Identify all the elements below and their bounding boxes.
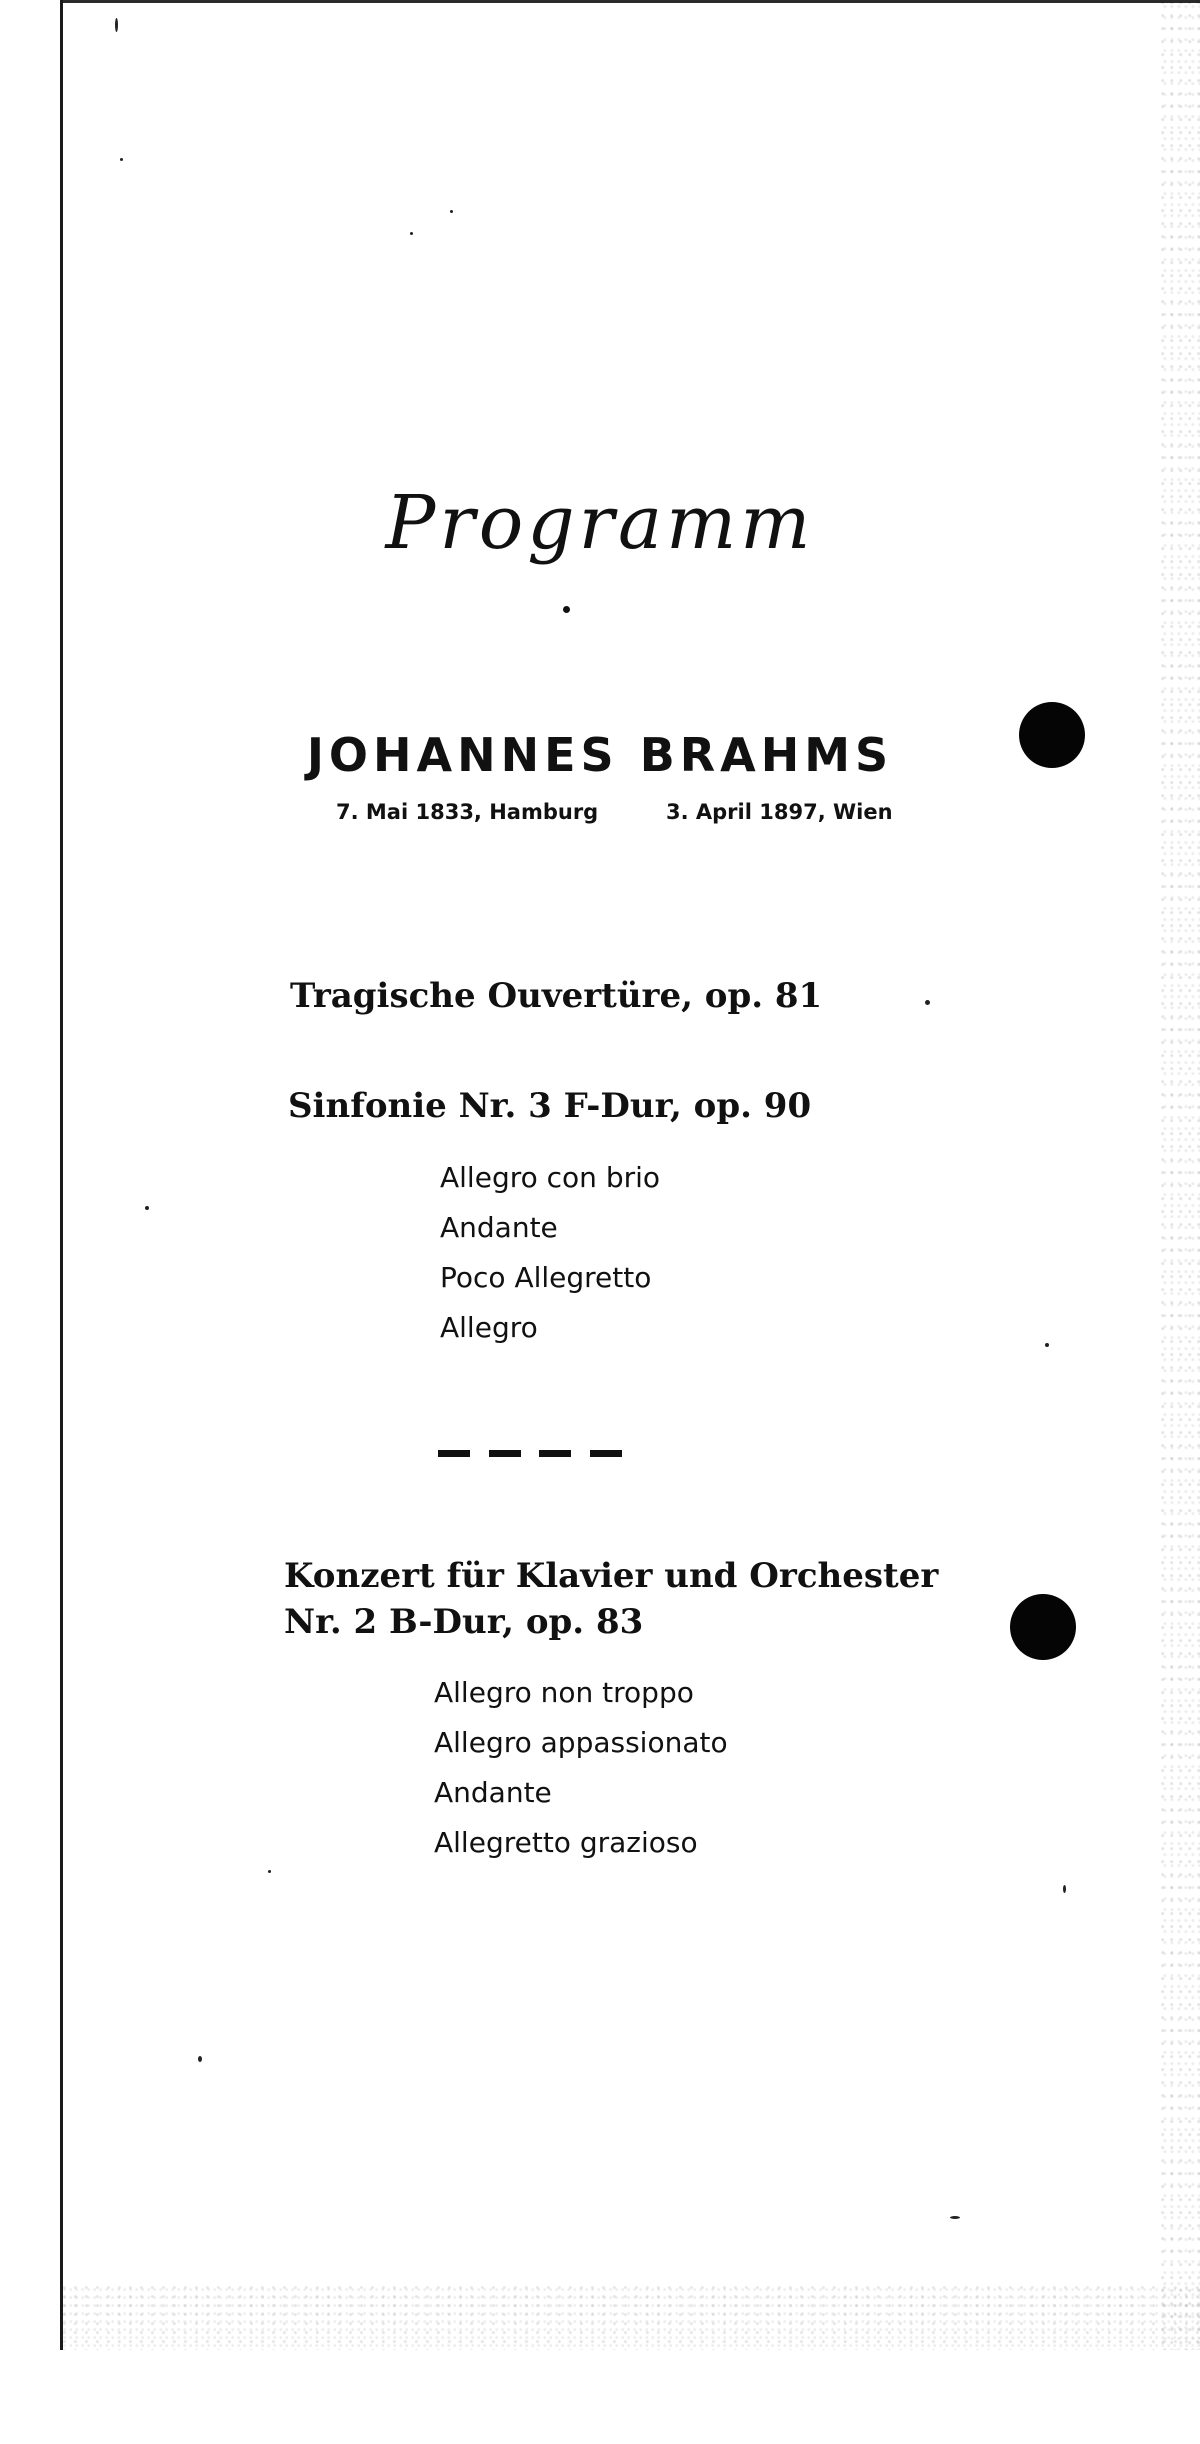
movement-item: Andante — [440, 1211, 558, 1244]
composer-name: JOHANNES BRAHMS — [306, 728, 894, 782]
scan-speck — [950, 2216, 960, 2219]
scan-speck — [410, 232, 413, 235]
movement-item: Allegro appassionato — [434, 1726, 728, 1759]
scan-left-edge — [60, 0, 63, 2350]
scan-speck — [925, 1000, 930, 1005]
scan-speck — [198, 2056, 202, 2062]
title-dot — [563, 606, 570, 613]
dash — [438, 1450, 470, 1457]
composer-death: 3. April 1897, Wien — [666, 800, 893, 824]
program-title: Programm — [385, 480, 815, 566]
movement-item: Allegro non troppo — [434, 1676, 694, 1709]
movement-item: Poco Allegretto — [440, 1261, 652, 1294]
intermission-dashes — [438, 1446, 622, 1460]
dash — [489, 1450, 521, 1457]
movement-item: Andante — [434, 1776, 552, 1809]
scan-speck — [120, 158, 123, 161]
movement-item: Allegro — [440, 1311, 538, 1344]
scan-speck — [145, 1206, 149, 1210]
movement-list — [434, 1668, 728, 1868]
work-title: Tragische Ouvertüre, op. 81 — [290, 976, 823, 1016]
dash — [590, 1450, 622, 1457]
work-title: Sinfonie Nr. 3 F-Dur, op. 90 — [288, 1086, 812, 1126]
dash — [539, 1450, 571, 1457]
scan-speck — [1045, 1343, 1049, 1347]
scan-margin — [0, 2350, 1200, 2444]
work-title-line-2: Nr. 2 B-Dur, op. 83 — [284, 1602, 644, 1642]
movement-item: Allegretto grazioso — [434, 1826, 698, 1859]
scan-speck — [268, 1870, 271, 1873]
movement-list — [440, 1153, 660, 1353]
work-title: Konzert für Klavier und Orchester — [284, 1556, 939, 1596]
scan-speck — [115, 18, 118, 32]
punch-hole — [1010, 1594, 1076, 1660]
scan-right-noise — [1160, 0, 1200, 2444]
movement-item: Allegro con brio — [440, 1161, 661, 1194]
scan-speck — [1063, 1885, 1066, 1893]
scan-speck — [450, 210, 453, 213]
scan-top-edge — [60, 0, 1200, 3]
composer-birth: 7. Mai 1833, Hamburg — [336, 800, 599, 824]
